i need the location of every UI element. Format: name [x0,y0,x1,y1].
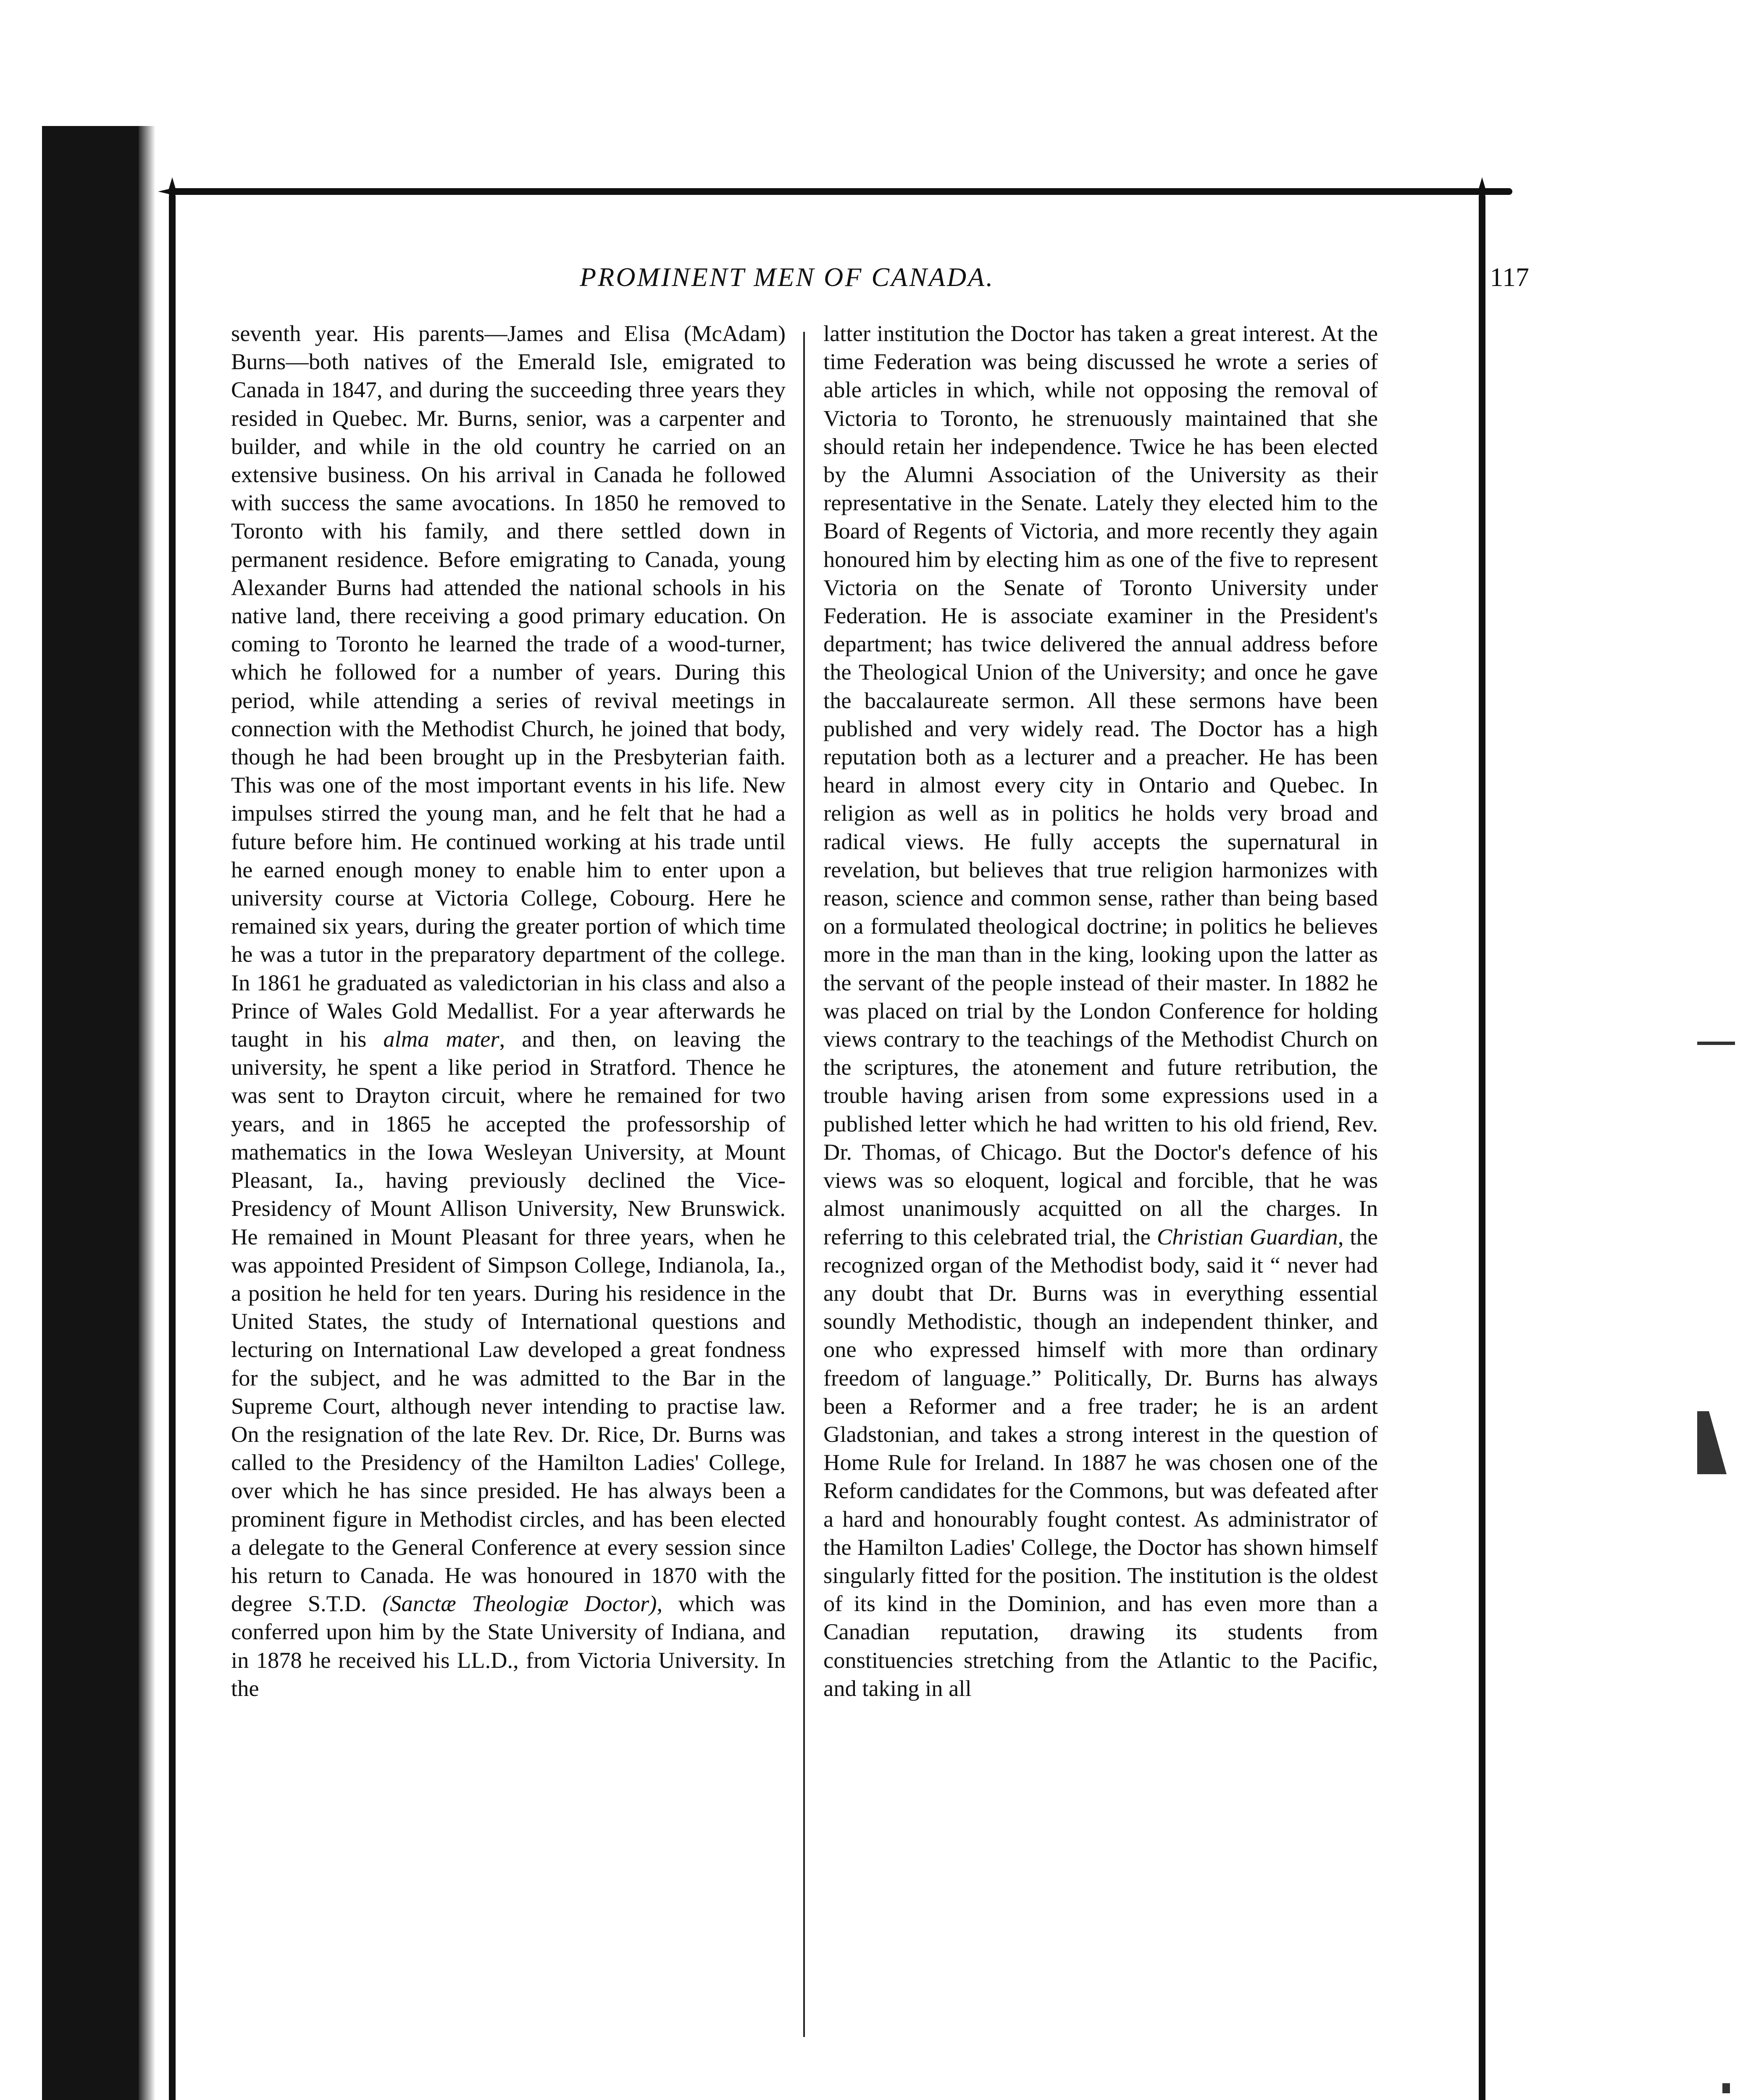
scan-mark [1697,1042,1735,1045]
binding-shadow [42,126,147,2100]
scan-mark [1722,2083,1730,2093]
text-column-left [231,319,786,2045]
italic-term: (Sanctæ Theologiæ Doctor), [382,1591,662,1617]
border-right-rule [1479,193,1485,2100]
text-run: which was conferred upon him by the State University of Indiana, and in 1878 he received his LL.D., from Victoria University. In the [231,1591,786,1701]
text-run: , and then, on leaving the university, he spent a like period in Stratford. Thence he was sent to Drayton circuit, where he remained for two years, and in 1865 he accepted the professorship of mathematics in the Iowa Wesleyan University, at Mount Pleasant, Ia., having previously declined the Vice-Presidency of Mount Allison University, New Brunswick. He remained in Mount Pleasant for three years, when he was appointed President of Simpson College, Indianola, Ia., a position he held for ten years. During his residence in the United States, the study of International questions and lecturing on International Law developed a great fondness for the subject, and he was admitted to the Bar in the Supreme Court, although never intending to practise law. On the resignation of the late Rev. Dr. Rice, Dr. Burns was called to the Presidency of the Hamilton Ladies' College, over which he has since presided. He has always been a prominent figure in Methodist circles, and has been elected a delegate to the General Conference at every session since his return to Canada. He was honoured in 1870 with the degree S.T.D. [231,1026,786,1617]
binding-shadow-fade [139,126,155,2100]
border-top-rule [168,188,1512,195]
text-run: seventh year. His parents—James and Elisa (McAdam) Burns—both natives of the Emerald Isle, emigrated to Canada in 1847, and during the succeeding three years they resided in Quebec. Mr. Burns, senior, was a carpenter and builder, and while in the old country he carried on an extensive business. On his arrival in Canada he followed with success the same avocations. In 1850 he removed to Toronto with his family, and there settled down in permanent residence. Before emigrating to Canada, young Alexander Burns had attended the national schools in his native land, there receiving a good primary education. On coming to Toronto he learned the trade of a wood-turner, which he followed for a number of years. During this period, while attending a series of revival meetings in connection with the Methodist Church, he joined that body, though he had been brought up in the Presbyterian faith. This was one of the most important events in his life. New impulses stirred the young man, and he felt that he had a future before him. He continued working at his trade until he earned enough money to enable him to enter upon a university course at Victoria College, Cobourg. Here he remained six years, during the greater portion of which time he was a tutor in the preparatory department of the college. In 1861 he graduated as valedictorian in his class and also a Prince of Wales Gold Medallist. For a year afterwards he taught in his [231,320,786,1052]
body-text [231,319,786,1702]
column-divider [803,332,805,2037]
italic-term: Christian Guardian [1157,1223,1338,1250]
text-run: , the recognized organ of the Methodist body, said it “ never had any doubt that Dr. Burns was in everything essential soundly Methodistic, though an independent thinker, and one who expressed himself with more than ordinary freedom of language.” Politically, Dr. Burns has always been a Reformer and a free trader; he is an ardent Gladstonian, and takes a strong interest in the question of Home Rule for Ireland. In 1887 he was chosen one of the Reform candidates for the Commons, but was defeated after a hard and honourably fought contest. As administrator of the Hamilton Ladies' College, the Doctor has shown himself singularly fitted for the position. The institution is the oldest of its kind in the Dominion, and has even more than a Canadian reputation, drawing its students from constituencies stretching from the Atlantic to the Pacific, and taking in all [823,1223,1378,1701]
body-text [823,319,1378,1702]
text-run: latter institution the Doctor has taken a great interest. At the time Federation was being discussed he wrote a series of able articles in which, while not opposing the removal of Victoria to Toronto, he strenuously maintained that she should retain her independence. Twice he has been elected by the Alumni Association of the University as their representative in the Senate. Lately they elected him to the Board of Regents of Victoria, and more recently they again honoured him by electing him as one of the five to represent Victoria on the Senate of Toronto University under Federation. He is associate examiner in the President's department; has twice delivered the annual address before the Theological Union of the University; and once he gave the baccalaureate sermon. All these sermons have been published and very widely read. The Doctor has a high reputation both as a lecturer and a preacher. He has been heard in almost every city in Ontario and Quebec. In religion as well as in politics he holds very broad and radical views. He fully accepts the supernatural in revelation, but believes that true religion harmonizes with reason, science and common sense, rather than being based on a formulated theological doctrine; in politics he believes more in the man than in the king, looking upon the latter as the servant of the people instead of their master. In 1882 he was placed on trial by the London Conference for holding views contrary to the teachings of the Methodist Church on the scriptures, the atonement and future retribution, the trouble having arisen from some expressions used in a published letter which he had written to his old friend, Rev. Dr. Thomas, of Chicago. But the Doctor's defence of his views was so eloquent, logical and forcible, that he was almost unanimously acquitted on all the charges. In referring to this celebrated trial, the [823,320,1378,1250]
page-number: 117 [1490,262,1529,292]
corner-ornament-icon [1467,176,1497,207]
border-left-rule [169,193,176,2100]
italic-term: alma mater [383,1026,499,1052]
running-title: PROMINENT MEN OF CANADA. [580,262,995,292]
scan-mark [1697,1411,1727,1474]
corner-ornament-icon [157,176,187,207]
text-column-right [823,319,1378,2045]
